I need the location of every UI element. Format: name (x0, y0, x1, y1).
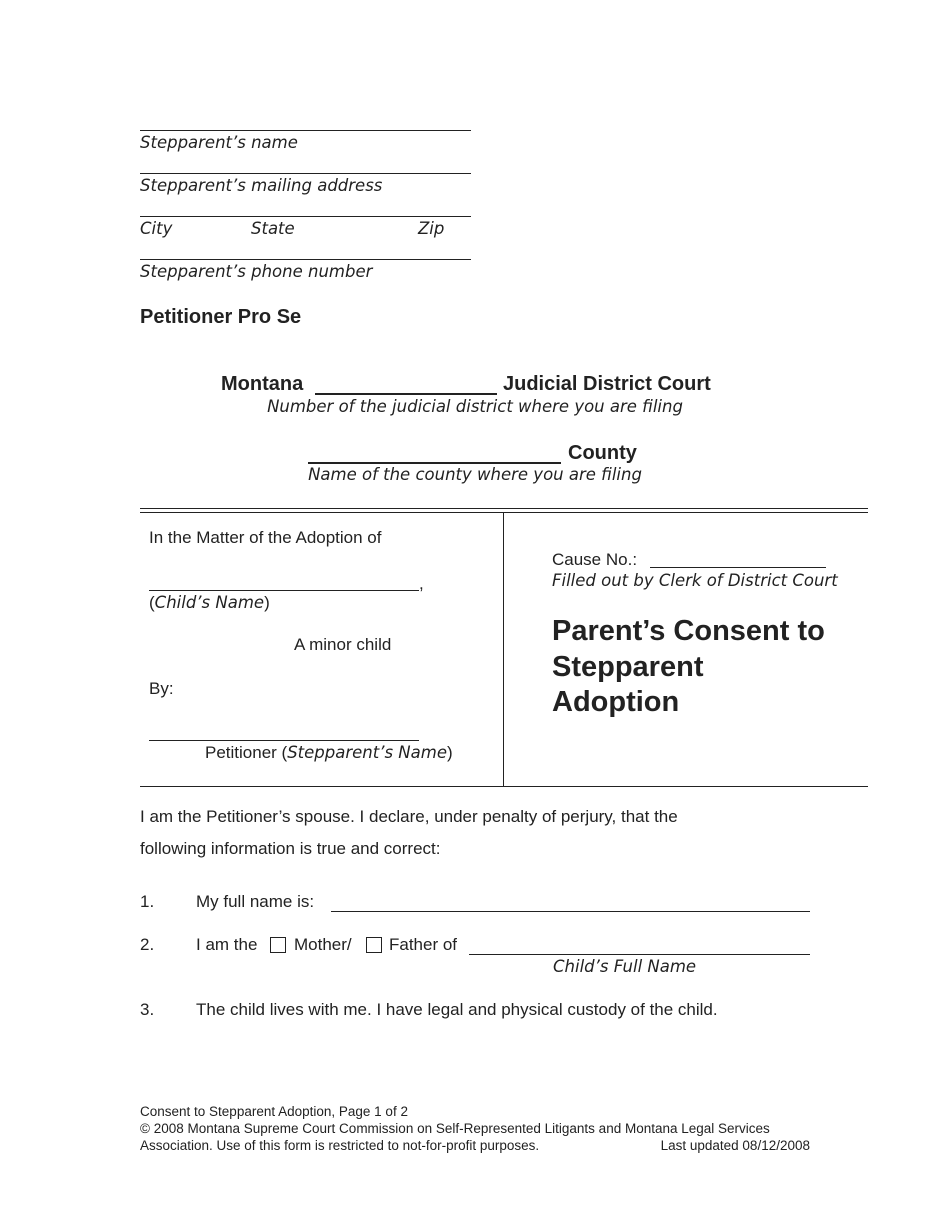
title-line-2: Stepparent (552, 650, 704, 683)
item-3-text: The child lives with me. I have legal and physical custody of the child. (196, 1000, 718, 1019)
child-name-label: Child’s Name (154, 593, 265, 612)
petitioner-prefix: Petitioner ( (205, 743, 288, 762)
city-state-zip-line[interactable] (140, 216, 471, 217)
title-line-3: Adoption (552, 686, 680, 718)
caption-top-rule (140, 508, 868, 509)
name-line[interactable] (140, 130, 471, 131)
item-1-text: My full name is: (196, 892, 315, 911)
item-2-mother-label: Mother/ (294, 935, 352, 954)
footer-line-1: Consent to Stepparent Adoption, Page 1 of 2 (140, 1104, 408, 1119)
minor-child-label: A minor child (294, 635, 392, 654)
petitioner-name-label: Stepparent’s Name (287, 743, 447, 762)
item-1-number: 1. (140, 892, 155, 911)
petitioner-name-caption (205, 743, 453, 763)
footer-line-2: © 2008 Montana Supreme Court Commission on Self-Represented Litigants and Montana Legal Services (140, 1121, 770, 1136)
paren-close: ) (264, 593, 270, 612)
city-label: City (140, 219, 173, 238)
title-line-1: Parent’s Consent to (552, 615, 825, 647)
cause-number-hint: Filled out by Clerk of District Court (552, 571, 838, 590)
county-line[interactable] (308, 462, 561, 464)
form-title (552, 614, 825, 721)
petitioner-suffix: ) (446, 743, 453, 762)
intro-line-1: I am the Petitioner’s spouse. I declare, under penalty of perjury, that the (140, 807, 678, 826)
child-name-comma: , (419, 574, 424, 593)
district-number-line[interactable] (315, 393, 497, 395)
caption-divider (503, 512, 504, 786)
caption-bottom-rule (140, 786, 868, 787)
cause-number-label: Cause No.: (552, 550, 638, 569)
child-name-caption (149, 593, 270, 613)
petitioner-pro-se-label: Petitioner Pro Se (140, 306, 302, 328)
address-line[interactable] (140, 173, 471, 174)
phone-label: Stepparent’s phone number (140, 262, 373, 281)
phone-line[interactable] (140, 259, 471, 260)
intro-line-2: following information is true and correct: (140, 839, 441, 858)
child-full-name-hint: Child’s Full Name (553, 957, 697, 976)
item-3-number: 3. (140, 1000, 155, 1019)
footer-line-3: Association. Use of this form is restricted to not-for-profit purposes. (140, 1138, 540, 1153)
item-2-number: 2. (140, 935, 155, 954)
cause-number-line[interactable] (650, 567, 826, 568)
mother-checkbox[interactable] (270, 937, 286, 953)
court-name: Judicial District Court (503, 373, 711, 395)
footer-last-updated: Last updated 08/12/2008 (660, 1138, 810, 1153)
child-name-line[interactable] (149, 590, 419, 591)
father-checkbox[interactable] (366, 937, 382, 953)
petitioner-name-line[interactable] (149, 740, 419, 741)
district-hint: Number of the judicial district where you are filing (267, 397, 683, 416)
state-label: State (251, 219, 295, 238)
mailing-address-label: Stepparent’s mailing address (140, 176, 383, 195)
zip-label: Zip (418, 219, 445, 238)
stepparent-name-label: Stepparent’s name (140, 133, 298, 152)
court-state: Montana (221, 373, 304, 395)
item-2-text-a: I am the (196, 935, 258, 954)
full-name-line[interactable] (331, 911, 810, 912)
county-hint: Name of the county where you are filing (308, 465, 642, 484)
caption-top-rule-2 (140, 512, 868, 513)
item-2-father-label: Father of (389, 935, 458, 954)
paren-open: ( (149, 593, 155, 612)
by-label: By: (149, 679, 174, 698)
county-label: County (568, 442, 637, 464)
matter-label: In the Matter of the Adoption of (149, 528, 382, 547)
child-full-name-line[interactable] (469, 954, 810, 955)
